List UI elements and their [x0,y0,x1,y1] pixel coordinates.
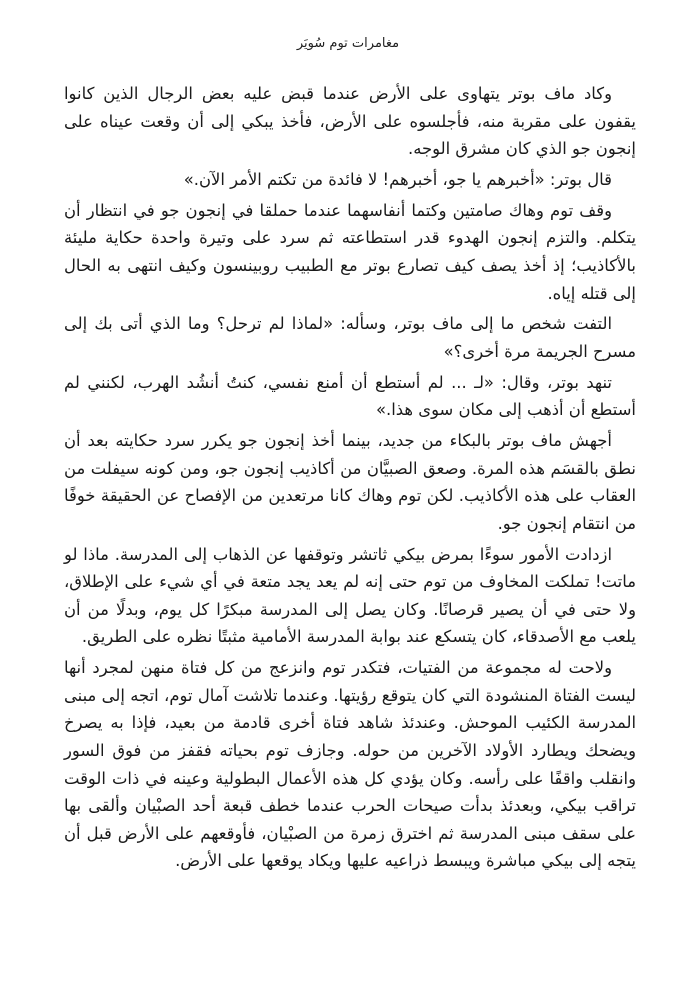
paragraph: أجهش ماف بوتر بالبكاء من جديد، بينما أخذ إنجون جو يكرر سرد حكايته بعد أن نطق بالقسَم هذه المرة. وصعق الصبيَّان من أكاذيب إنجون جو، ومن كونه سيفلت من العقاب على هذه الأكاذيب. لكن توم وهاك كانا مرتعدين من الإفصاح عن الحقيقة خوفًا من انتقام إنجون جو. [64,431,636,533]
paragraph: وقف توم وهاك صامتين وكتما أنفاسهما عندما حملقا في إنجون جو في انتظار أن يتكلم. والتزم إنجون الهدوء قدر استطاعته ثم سرد على وتيرة واحدة حكاية مليئة بالأكاذيب؛ إذ أخذ يصف كيف تصارع بوتر مع الطبيب روبينسون وكيف انتهى به الحال إلى قتله إياه. [64,200,636,303]
paragraph: تنهد بوتر، وقال: «لـ ... لم أستطع أن أمنع نفسي، كنتُ أنشُد الهرب، لكنني لم أستطع أن أذهب إلى مكان سوى هذا.» [64,372,636,420]
paragraph: ولاحت له مجموعة من الفتيات، فتكدر توم وانزعج من كل فتاة منهن لمجرد أنها ليست الفتاة المنشودة التي كان يتوقع رؤيتها. وعندما تلاشت آمال توم، اتجه إلى مبنى المدرسة الكئيب الموحش. وعندئذ شاهد فتاة أخرى قادمة من بعيد، فإذا به يصرخ ويضحك ويطارد الأولاد الآخرين من حوله. وجازف توم بحياته فقفز من فوق السور وانقلب واقفًا على رأسه. وكان يؤدي كل هذه الأعمال البطولية وعينه في ذات الوقت تراقب بيكي، وبعدئذ بدأت صيحات الحرب عندما خطف قبعة أحد الصبْيان وألقى بها على سقف مبنى المدرسة ثم اخترق زمرة من الصبْيان، فأوقعهم على الأرض قبل أن يتجه إلى بيكي مباشرة ويبسط ذراعيه عليها ويكاد يوقعها على الأرض. [64,658,636,871]
paragraph: ازدادت الأمور سوءًا بمرض بيكي ثاتشر وتوقفها عن الذهاب إلى المدرسة. ماذا لو ماتت! تملكت المخاوف من توم حتى إنه لم يعد يجد متعة في أي شيء على الإطلاق، ولا حتى في أن يصير قرصانًا. وكان يصل إلى المدرسة مبكرًا كل يوم، وبدلًا من أن يلعب مع الأصدقاء، كان يتسكع عند بوابة المدرسة الأمامية مثبتًا نظره على الطريق. [64,544,636,647]
paragraph: وكاد ماف بوتر يتهاوى على الأرض عندما قبض عليه بعض الرجال الذين كانوا يقفون على مقربة منه، فأجلسوه على الأرض، فأخذ يبكي إلى أن وقعت عيناه على إنجون جو الذي كان مشرق الوجه. [64,84,636,159]
running-header: مغامرات توم سُويَر [296,36,400,51]
body-text [64,80,636,878]
paragraph: قال بوتر: «أخبرهم يا جو، أخبرهم! لا فائدة من تكتم الأمر الآن.» [183,169,612,189]
paragraph: التفت شخص ما إلى ماف بوتر، وسأله: «لماذا لم ترحل؟ وما الذي أتى بك إلى مسرح الجريمة مرة أخرى؟» [64,314,636,361]
